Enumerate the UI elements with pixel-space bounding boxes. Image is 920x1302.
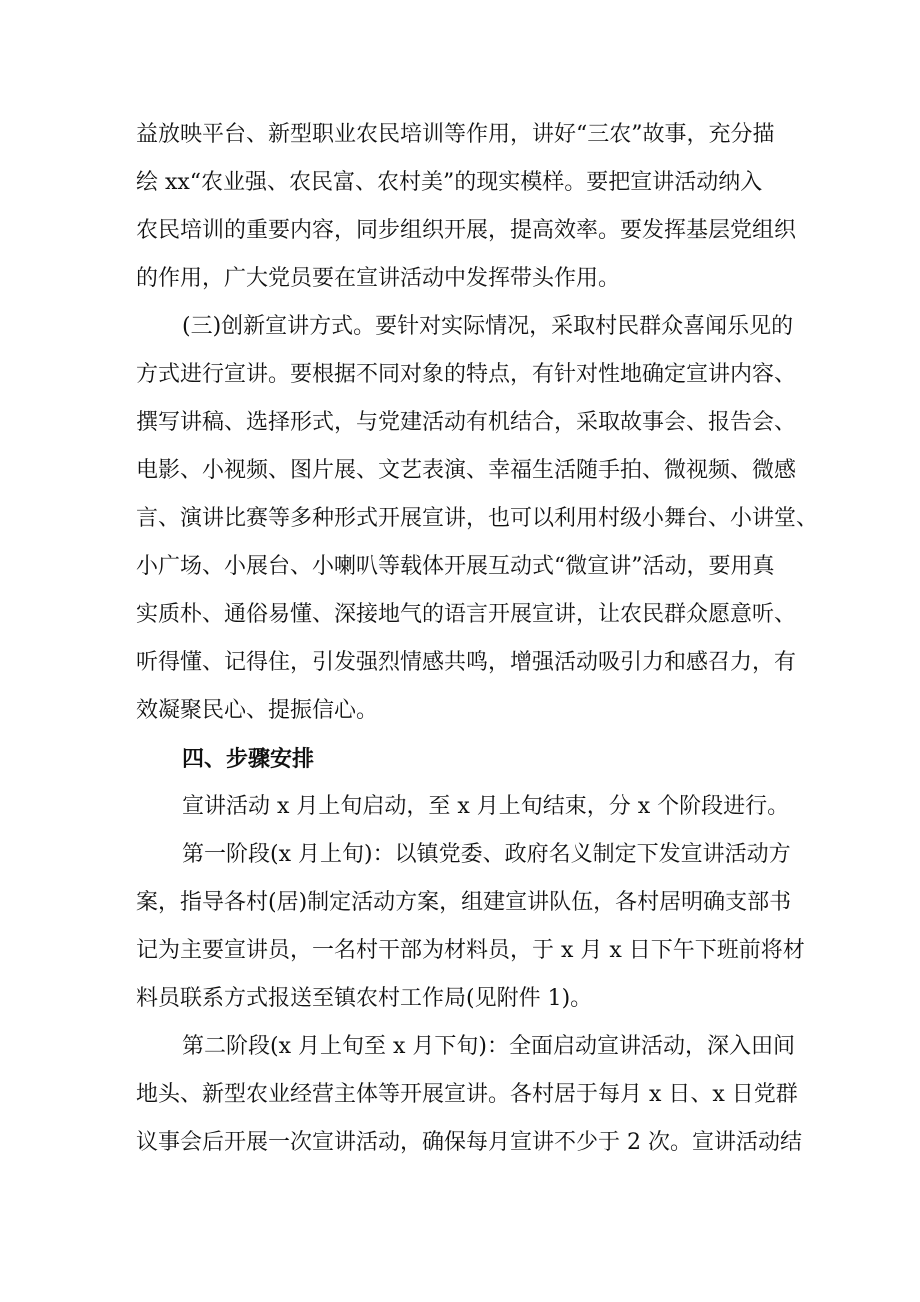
text-line: 言、演讲比赛等多种形式开展宣讲，也可以利用村级小舞台、小讲堂、 <box>136 506 819 531</box>
text-line: 料员联系方式报送至镇农村工作局(见附件 1)。 <box>136 986 593 1011</box>
text-line: 方式进行宣讲。要根据不同对象的特点，有针对性地确定宣讲内容、 <box>136 362 797 387</box>
text-line: 电影、小视频、图片展、文艺表演、幸福生活随手拍、微视频、微感 <box>136 458 797 483</box>
text-line: 绘 xx“农业强、农民富、农村美”的现实模样。要把宣讲活动纳入 <box>136 170 763 195</box>
text-line: 益放映平台、新型职业农民培训等作用，讲好“三农”故事，充分描 <box>136 122 775 147</box>
text-line: 听得懂、记得住，引发强烈情感共鸣，增强活动吸引力和感召力，有 <box>136 650 797 675</box>
text-line: 议事会后开展一次宣讲活动，确保每月宣讲不少于 2 次。宣讲活动结 <box>136 1130 802 1155</box>
text-line: 案，指导各村(居)制定活动方案，组建宣讲队伍，各村居明确支部书 <box>136 890 792 915</box>
text-line: 记为主要宣讲员，一名村干部为材料员，于 x 月 x 日下午下班前将材 <box>136 938 805 963</box>
text-line: 撰写讲稿、选择形式，与党建活动有机结合，采取故事会、报告会、 <box>136 410 797 435</box>
text-line: 小广场、小展台、小喇叭等载体开展互动式“微宣讲”活动，要用真 <box>136 554 775 579</box>
section-3-paragraph-start: (三)创新宣讲方式。要针对实际情况，采取村民群众喜闻乐见的 <box>182 314 794 339</box>
phase-two-paragraph-start: 第二阶段(x 月上旬至 x 月下旬)：全面启动宣讲活动，深入田间 <box>182 1034 795 1059</box>
text-line: 实质朴、通俗易懂、深接地气的语言开展宣讲，让农民群众愿意听、 <box>136 602 797 627</box>
text-line: 地头、新型农业经营主体等开展宣讲。各村居于每月 x 日、x 日党群 <box>136 1082 798 1107</box>
text-line: 的作用，广大党员要在宣讲活动中发挥带头作用。 <box>136 266 621 291</box>
section-heading: 四、步骤安排 <box>182 746 315 772</box>
text-line: 效凝聚民心、提振信心。 <box>136 698 379 723</box>
phase-one-paragraph-start: 第一阶段(x 月上旬)：以镇党委、政府名义制定下发宣讲活动方 <box>182 842 791 867</box>
text-line: 农民培训的重要内容，同步组织开展，提高效率。要发挥基层党组织 <box>136 218 797 243</box>
schedule-paragraph: 宣讲活动 x 月上旬启动，至 x 月上旬结束，分 x 个阶段进行。 <box>182 794 790 819</box>
